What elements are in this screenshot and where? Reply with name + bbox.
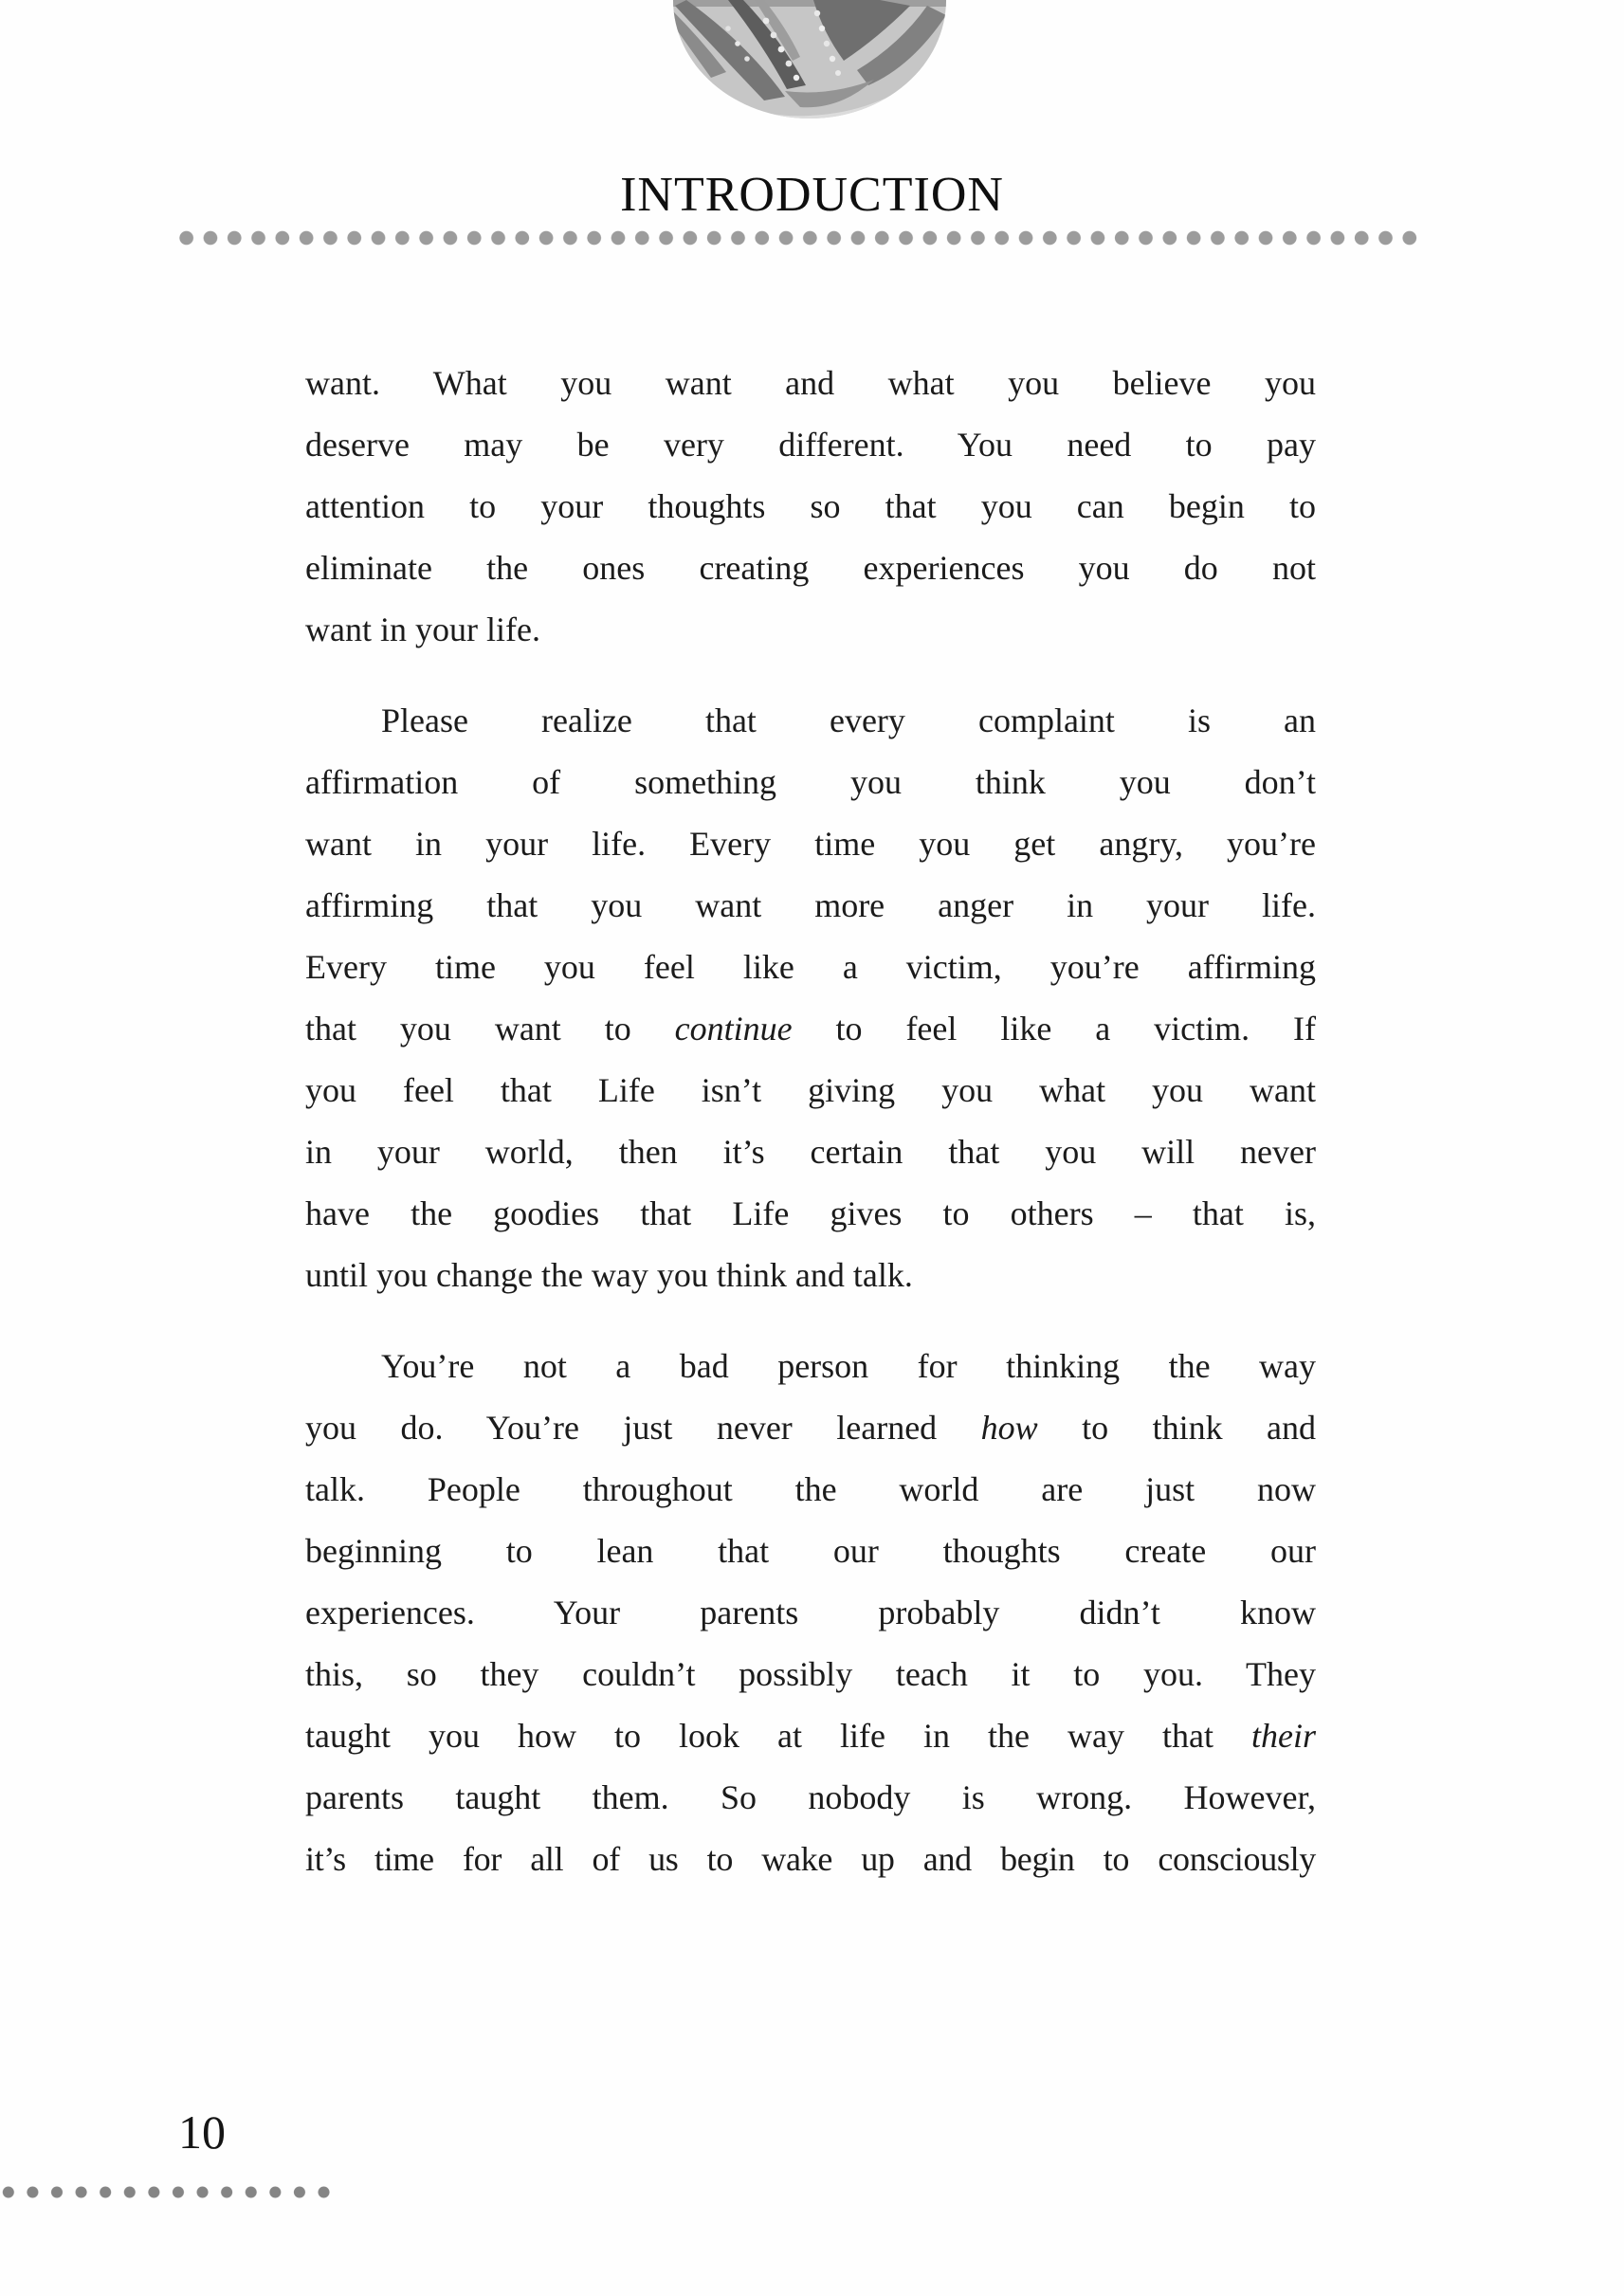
text-line: you feel that Life isn’t giving you what you want — [305, 1071, 1316, 1109]
botanical-ornament-image — [673, 0, 946, 118]
text-line: Please realize that every complaint is an — [381, 702, 1316, 739]
text-line: until you change the way you think and talk. — [305, 1256, 913, 1294]
text-line: beginning to lean that our thoughts create our — [305, 1532, 1316, 1570]
text-line: parents taught them. So nobody is wrong. However, — [305, 1778, 1316, 1816]
page-number: 10 — [178, 2105, 226, 2159]
text-line: that you want to continue to feel like a victim. If — [305, 1010, 1316, 1048]
text-line: deserve may be very different. You need to pay — [305, 426, 1316, 464]
text-line: Every time you feel like a victim, you’re affirming — [305, 948, 1316, 986]
text-line: eliminate the ones creating experiences you do not — [305, 549, 1316, 587]
text-line: taught you how to look at life in the way that their — [305, 1717, 1316, 1755]
text-line: attention to your thoughts so that you can begin to — [305, 487, 1316, 525]
paragraph — [305, 353, 1316, 661]
text-line: this, so they couldn’t possibly teach it to you. They — [305, 1655, 1316, 1693]
text-line: affirming that you want more anger in your life. — [305, 886, 1316, 924]
text-line: it’s time for all of us to wake up and begin to consciously — [305, 1840, 1316, 1878]
text-line: have the goodies that Life gives to others – that is, — [305, 1194, 1316, 1232]
text-line: talk. People throughout the world are just now — [305, 1470, 1316, 1508]
botanical-engraving — [673, 0, 946, 118]
footer-dotted-divider — [0, 2186, 332, 2198]
paragraph — [305, 690, 1316, 1306]
body-text — [305, 353, 1316, 1890]
text-line: experiences. Your parents probably didn’t know — [305, 1594, 1316, 1631]
text-line: affirmation of something you think you don’t — [305, 763, 1316, 801]
title-dotted-divider — [174, 230, 1420, 246]
text-line: you do. You’re just never learned how to think and — [305, 1409, 1317, 1447]
text-line: You’re not a bad person for thinking the way — [381, 1347, 1316, 1385]
text-line: want in your life. — [305, 610, 540, 648]
paragraph — [305, 1336, 1316, 1890]
page-title: INTRODUCTION — [620, 168, 1004, 222]
text-line: want. What you want and what you believe you — [305, 364, 1316, 402]
text-line: want in your life. Every time you get angry, you’re — [305, 825, 1316, 863]
text-line: in your world, then it’s certain that you will never — [305, 1133, 1316, 1171]
